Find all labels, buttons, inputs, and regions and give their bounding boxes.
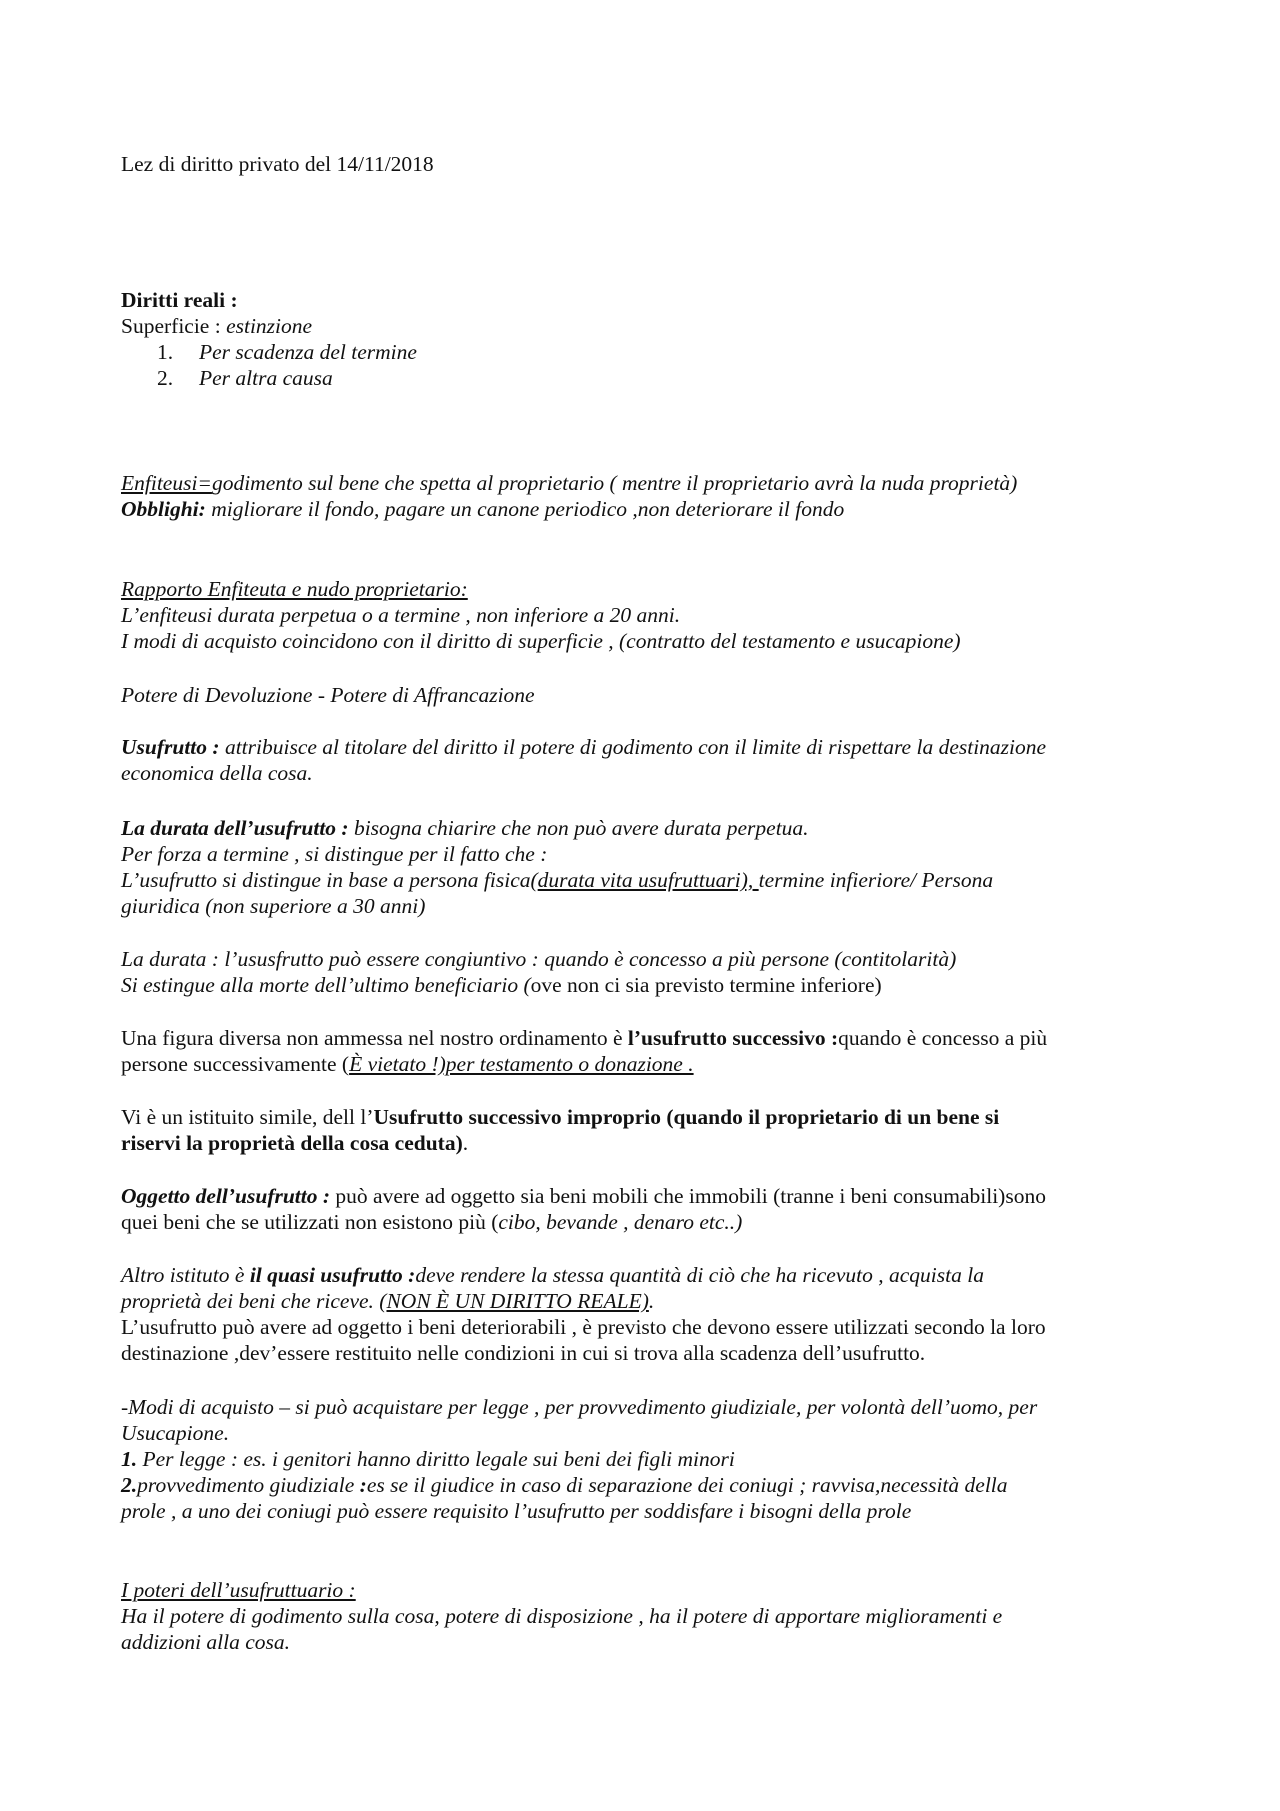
section-rapporto (121, 576, 1181, 654)
underlined-text: durata vita usufruttuari), (537, 868, 759, 892)
rapporto-heading: Rapporto Enfiteuta e nudo proprietario: (121, 577, 468, 601)
paragraph-line: L’usufrutto può avere ad oggetto i beni deteriorabili , è previsto che devono essere utilizzati secondo la loro (121, 1315, 1046, 1339)
paragraph-line: Si estingue alla morte dell’ultimo beneficiario (ove non ci sia previsto termine inferiore) (121, 973, 882, 997)
paragraph-line: Oggetto dell’usufrutto : può avere ad oggetto sia beni mobili che immobili (tranne i beni consumabili)sono (121, 1184, 1046, 1208)
paragraph-line: economica della cosa. (121, 761, 313, 785)
underlined-text: NON È UN DIRITTO REALE) (386, 1289, 649, 1313)
paragraph-line: 2.provvedimento giudiziale :es se il giudice in caso di separazione dei coniugi ; ravvisa,necessità della (121, 1473, 1008, 1497)
superficie-label: Superficie : (121, 314, 227, 338)
poteri-heading: I poteri dell’usufruttuario : (121, 1578, 356, 1602)
paragraph-line: riservi la proprietà della cosa ceduta). (121, 1131, 469, 1155)
oggetto-label: Oggetto dell’usufrutto : (121, 1184, 331, 1208)
paragraph-line: addizioni alla cosa. (121, 1630, 291, 1654)
paragraph-line: I modi di acquisto coincidono con il diritto di superficie , (contratto del testamento e usucapione) (121, 629, 961, 653)
list-number: 1. (157, 340, 174, 364)
section-usufrutto-successivo (121, 1025, 1181, 1077)
obblighi-label: Obblighi: (121, 497, 206, 521)
paragraph-line: prole , a uno dei coniugi può essere requisito l’usufrutto per soddisfare i bisogni della prole (121, 1499, 912, 1523)
list-text: Per scadenza del termine (199, 340, 417, 364)
list-number: 2. (157, 366, 174, 390)
list-item (121, 339, 1181, 365)
enfiteusi-line (121, 470, 1181, 496)
usufrutto-line (121, 734, 1181, 760)
section-usufrutto-improprio (121, 1104, 1181, 1156)
usufrutto-label: Usufrutto : (121, 735, 220, 759)
obblighi-line (121, 496, 1181, 522)
section-poteri-devoluzione (121, 682, 1181, 708)
paragraph-line: L’usufrutto si distingue in base a persona fisica(durata vita usufruttuari), termine infieriore/ Persona (121, 868, 994, 892)
bold-term: il quasi usufrutto : (249, 1263, 416, 1287)
section-heading: Diritti reali : (121, 288, 238, 312)
section-durata-congiuntivo (121, 946, 1181, 998)
list-item (121, 365, 1181, 391)
durata-text: bisogna chiarire che non può avere durata perpetua. (348, 816, 809, 840)
paragraph-line: Usucapione. (121, 1421, 230, 1445)
paragraph-line: giuridica (non superiore a 30 anni) (121, 894, 426, 918)
durata-line (121, 815, 1181, 841)
section-oggetto (121, 1183, 1181, 1235)
estinzione-list (121, 339, 1181, 391)
section-poteri-usufruttuario (121, 1577, 1181, 1655)
bold-term: l’usufrutto successivo : (627, 1026, 839, 1050)
enfiteusi-label: Enfiteusi= (121, 471, 212, 495)
obblighi-text: migliorare il fondo, pagare un canone periodico ,non deteriorare il fondo (205, 497, 845, 521)
durata-label: La durata dell’usufrutto : (121, 816, 349, 840)
document-title (121, 151, 1181, 177)
enfiteusi-text: godimento sul bene che spetta al proprietario ( mentre il proprietario avrà la nuda proprietà) (211, 471, 1018, 495)
paragraph-line: Una figura diversa non ammessa nel nostro ordinamento è l’usufrutto successivo :quando è concesso a più (121, 1026, 1048, 1050)
paragraph-line: proprietà dei beni che riceve. (NON È UN DIRITTO REALE). (121, 1289, 655, 1313)
paragraph-line: 1. Per legge : es. i genitori hanno diritto legale sui beni dei figli minori (121, 1447, 735, 1471)
paragraph-line: L’enfiteusi durata perpetua o a termine , non inferiore a 20 anni. (121, 603, 681, 627)
paragraph-line: Per forza a termine , si distingue per il fatto che : (121, 842, 548, 866)
bold-term: Usufrutto successivo improprio (quando il proprietario di un bene si (373, 1105, 1000, 1129)
paragraph-line: destinazione ,dev’essere restituito nelle condizioni in cui si trova alla scadenza dell’usufrutto. (121, 1341, 926, 1365)
underlined-text: È vietato !)per testamento o donazione . (349, 1052, 694, 1076)
usufrutto-text: attribuisce al titolare del diritto il potere di godimento con il limite di rispettare la destinazione (219, 735, 1047, 759)
paragraph-line: Altro istituto è il quasi usufrutto :deve rendere la stessa quantità di ciò che ha ricevuto , acquista la (121, 1263, 984, 1287)
section-durata (121, 815, 1181, 919)
item-number: 1. (121, 1447, 138, 1471)
paragraph-line: Ha il potere di godimento sulla cosa, potere di disposizione , ha il potere di apportare miglioramenti e (121, 1604, 1003, 1628)
section-quasi-usufrutto (121, 1262, 1181, 1366)
section-modi-acquisto (121, 1394, 1181, 1524)
section-usufrutto (121, 734, 1181, 786)
superficie-value: estinzione (226, 314, 313, 338)
paragraph-line: Vi è un istituito simile, dell l’Usufrutto successivo improprio (quando il proprietario di un bene si (121, 1105, 1000, 1129)
paragraph-line: quei beni che se utilizzati non esistono più (cibo, bevande , denaro etc..) (121, 1210, 743, 1234)
item-number: 2. (121, 1473, 138, 1497)
paragraph-line: La durata : l’ususfrutto può essere congiuntivo : quando è concesso a più persone (contitolarità) (121, 947, 957, 971)
title-text: Lez di diritto privato del 14/11/2018 (121, 152, 434, 176)
paragraph-line: Potere di Devoluzione - Potere di Affrancazione (121, 683, 535, 707)
paragraph-line: persone successivamente (È vietato !)per testamento o donazione . (121, 1052, 694, 1076)
section-enfiteusi (121, 470, 1181, 522)
superficie-line (121, 313, 1181, 339)
paragraph-line: -Modi di acquisto – si può acquistare per legge , per provvedimento giudiziale, per volontà dell’uomo, per (121, 1395, 1038, 1419)
list-text: Per altra causa (199, 366, 333, 390)
section-diritti-reali (121, 287, 1181, 391)
